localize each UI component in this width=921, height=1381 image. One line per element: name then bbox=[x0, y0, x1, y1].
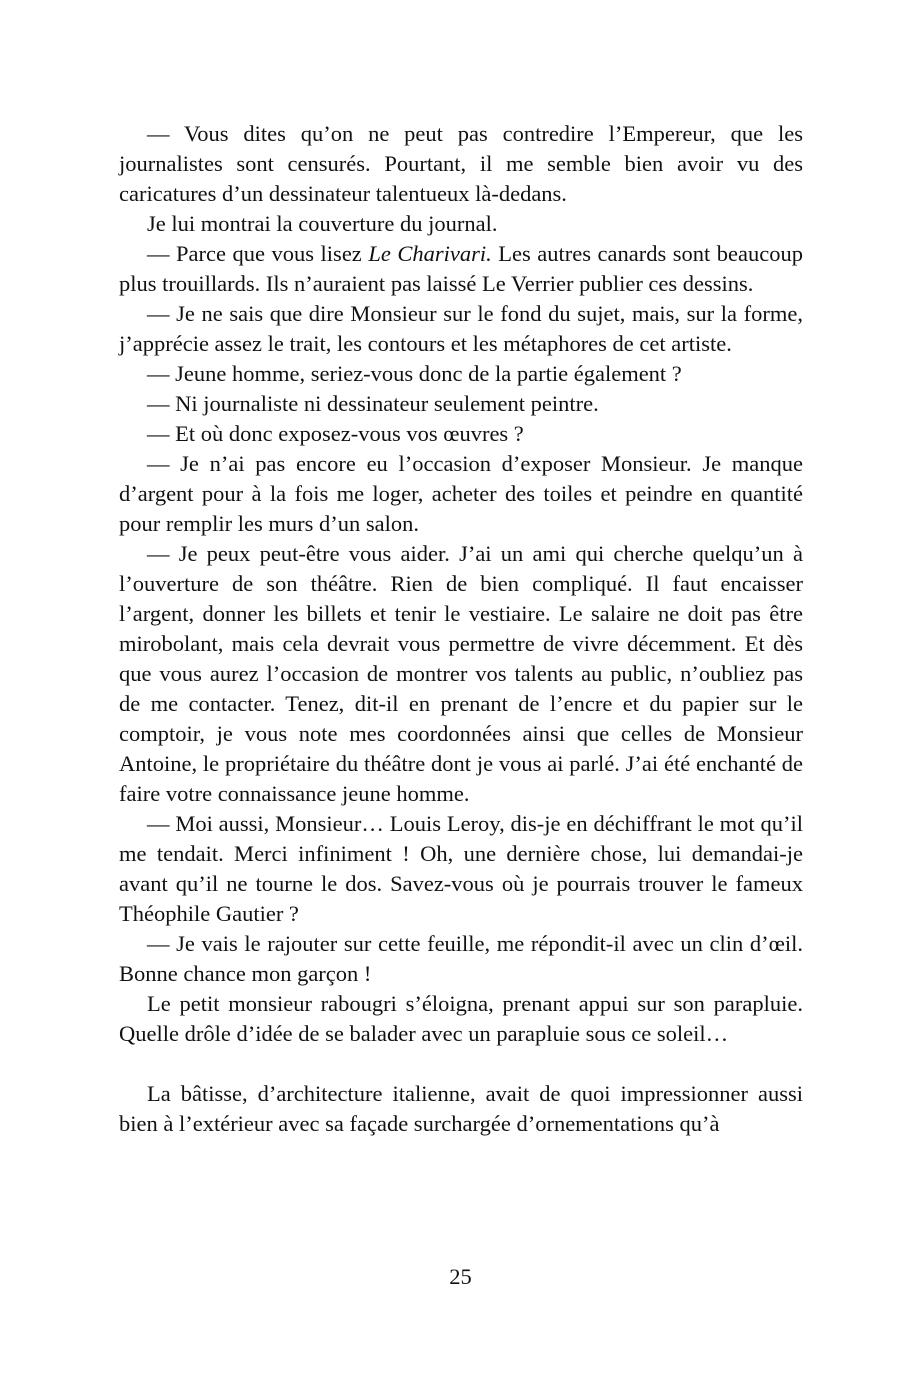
newspaper-title: Le Charivari. bbox=[368, 241, 492, 266]
page-number: 25 bbox=[449, 1264, 472, 1289]
paragraph-text: Les autres canards sont beaucoup plus trouillards. Ils n’auraient pas laissé Le Verrier publier ces dessins. bbox=[119, 241, 803, 296]
body-text bbox=[119, 119, 803, 1139]
paragraph: — Je ne sais que dire Monsieur sur le fond du sujet, mais, sur la forme, j’apprécie assez le trait, les contours et les métaphores de cet artiste. bbox=[119, 301, 803, 356]
paragraph: Je lui montrai la couverture du journal. bbox=[147, 211, 498, 236]
paragraph: — Et où donc exposez-vous vos œuvres ? bbox=[147, 421, 524, 446]
paragraph: — Ni journaliste ni dessinateur seulement peintre. bbox=[147, 391, 599, 416]
paragraph: Le petit monsieur rabougri s’éloigna, prenant appui sur son parapluie. Quelle drôle d’idée de se balader avec un parapluie sous ce soleil… bbox=[119, 991, 803, 1046]
paragraph: — Moi aussi, Monsieur… Louis Leroy, dis-je en déchiffrant le mot qu’il me tendait. Merci infiniment ! Oh, une dernière chose, lui demandai-je avant qu’il ne tourne le dos. Savez-vous où je pourrais trouver le fameux Théophile Gautier ? bbox=[119, 811, 803, 926]
paragraph-text: — Parce que vous lisez bbox=[147, 241, 369, 266]
paragraph bbox=[119, 239, 803, 299]
paragraph: — Jeune homme, seriez-vous donc de la partie également ? bbox=[147, 361, 682, 386]
paragraph: La bâtisse, d’architecture italienne, avait de quoi impressionner aussi bien à l’extérieur avec sa façade surchargée d’ornementations qu’à bbox=[119, 1081, 803, 1136]
paragraph: — Je vais le rajouter sur cette feuille, me répondit-il avec un clin d’œil. Bonne chance mon garçon ! bbox=[119, 931, 803, 986]
paragraph: — Vous dites qu’on ne peut pas contredire l’Empereur, que les journalistes sont censurés. Pourtant, il me semble bien avoir vu des caricatures d’un dessinateur talentueux là-dedans. bbox=[119, 121, 803, 206]
paragraph: — Je peux peut-être vous aider. J’ai un ami qui cherche quelqu’un à l’ouverture de son théâtre. Rien de bien compliqué. Il faut encaisser l’argent, donner les billets et tenir le vestiaire. Le salaire ne doit pas être mirobolant, mais cela devrait vous permettre de vivre décemment. Et dès que vous aurez l’occasion de montrer vos talents au public, n’oubliez pas de me contacter. Tenez, dit-il en prenant de l’encre et du papier sur le comptoir, je vous note mes coordonnées ainsi que celles de Monsieur Antoine, le propriétaire du théâtre dont je vous ai parlé. J’ai été enchanté de faire votre connaissance jeune homme. bbox=[119, 541, 803, 806]
paragraph: — Je n’ai pas encore eu l’occasion d’exposer Monsieur. Je manque d’argent pour à la fois me loger, acheter des toiles et peindre en quantité pour remplir les murs d’un salon. bbox=[119, 451, 803, 536]
